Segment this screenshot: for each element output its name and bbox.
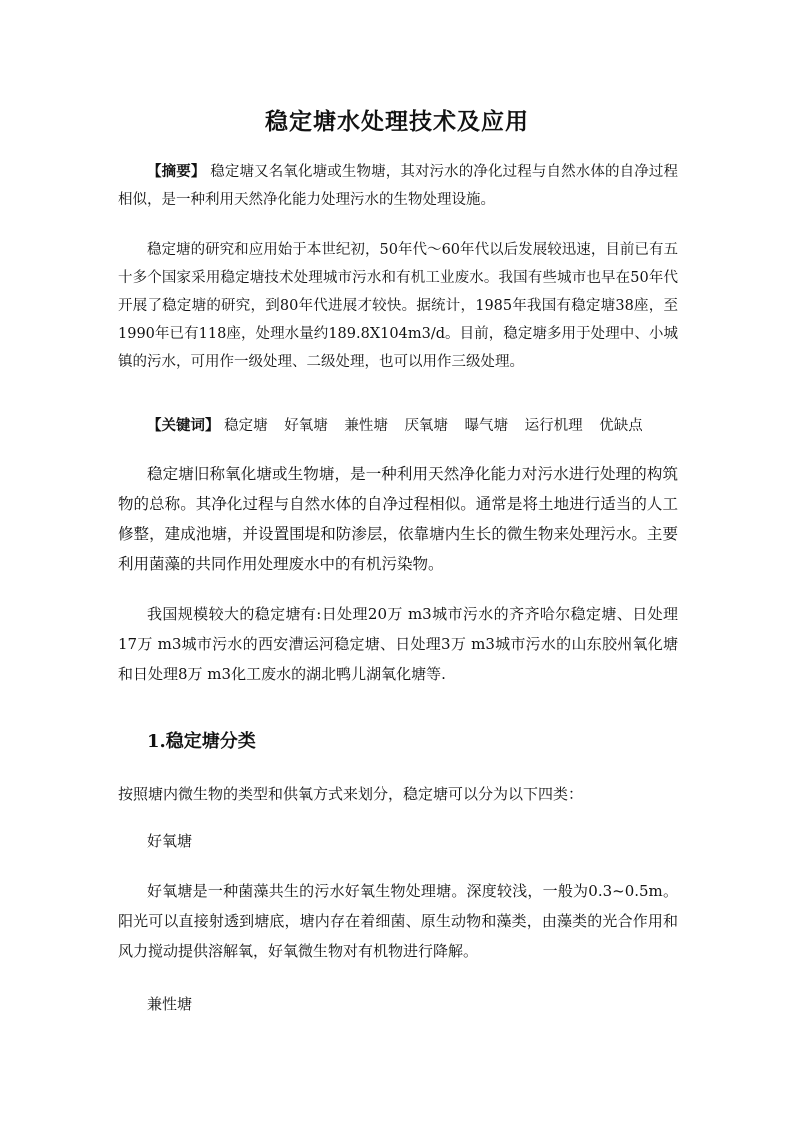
subsection-title-facultative: 兼性塘 — [147, 995, 193, 1013]
keyword-item: 稳定塘 — [224, 418, 268, 434]
keyword-item: 厌氧塘 — [404, 418, 448, 434]
section-heading: 1.稳定塘分类 — [147, 731, 256, 752]
keyword-item: 优缺点 — [599, 418, 643, 434]
keywords-label: 【关键词】 — [147, 417, 220, 434]
section-intro: 按照塘内微生物的类型和供氧方式来划分，稳定塘可以分为以下四类： — [118, 785, 584, 803]
intro-paragraph: 稳定塘的研究和应用始于本世纪初，50年代～60年代以后发展较迅速，目前已有五十多个国家采用稳定塘技术处理城市污水和有机工业废水。我国有些城市也早在50年代开展了稳定塘的研究，到80年代进展才较快。据统计，1985年我国有稳定塘38座，至1990年已有118座，处理水量约189.8X104m3/d。目前，稳定塘多用于处理中、小城镇的污水，可用作一级处理、二级处理，也可以用作三级处理。 — [118, 242, 678, 370]
keyword-item: 兼性塘 — [344, 418, 388, 434]
keyword-item: 好氧塘 — [284, 418, 328, 434]
keywords-paragraph — [118, 412, 678, 440]
abstract-paragraph — [118, 158, 678, 214]
abstract-label: 【摘要】 — [147, 163, 206, 180]
subsection-title-aerobic: 好氧塘 — [147, 832, 193, 850]
body-paragraph-2: 我国规模较大的稳定塘有:日处理20万 m3城市污水的齐齐哈尔稳定塘、日处理17万 m3城市污水的西安漕运河稳定塘、日处理3万 m3城市污水的山东胶州氧化塘和日处理8万 m3化工废水的湖北鸭儿湖氧化塘等. — [118, 605, 678, 683]
aerobic-paragraph: 好氧塘是一种菌藻共生的污水好氧生物处理塘。深度较浅，一般为0.3~0.5m。阳光可以直接射透到塘底，塘内存在着细菌、原生动物和藻类，由藻类的光合作用和风力搅动提供溶解氧，好氧微生物对有机物进行降解。 — [118, 882, 678, 960]
abstract-text: 稳定塘又名氧化塘或生物塘，其对污水的净化过程与自然水体的自净过程相似，是一种利用天然净化能力处理污水的生物处理设施。 — [118, 164, 679, 208]
keyword-item: 曝气塘 — [464, 418, 509, 434]
page-title: 稳定塘水处理技术及应用 — [265, 108, 529, 135]
keyword-item: 运行机理 — [524, 418, 583, 434]
body-paragraph-1: 稳定塘旧称氧化塘或生物塘，是一种利用天然净化能力对污水进行处理的构筑物的总称。其净化过程与自然水体的自净过程相似。通常是将土地进行适当的人工修整，建成池塘，并设置围堤和防渗层，依靠塘内生长的微生物来处理污水。主要利用菌藻的共同作用处理废水中的有机污染物。 — [118, 465, 678, 573]
